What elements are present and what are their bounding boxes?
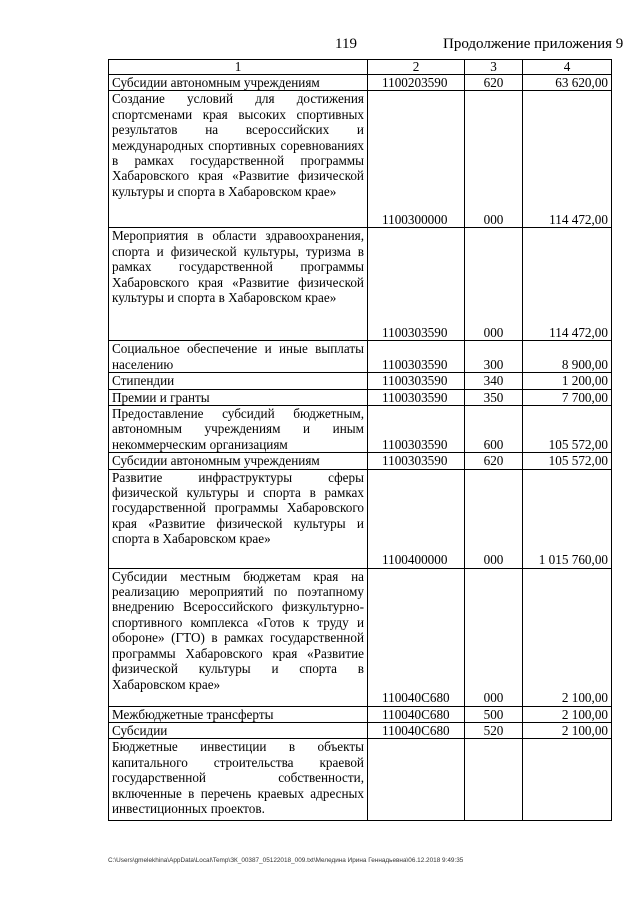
header-row	[109, 60, 612, 75]
row-amount: 63 620,00	[523, 75, 612, 91]
table-row	[109, 341, 612, 373]
row-expense-type: 600	[465, 406, 523, 453]
row-name: Стипендии	[109, 373, 368, 389]
page-number: 119	[335, 36, 357, 52]
row-expense-type	[465, 739, 523, 821]
row-expense-type: 000	[465, 568, 523, 706]
row-expense-type: 000	[465, 469, 523, 568]
row-expense-type: 350	[465, 389, 523, 405]
row-amount: 105 572,00	[523, 406, 612, 453]
column-header: 4	[523, 60, 612, 75]
row-amount: 7 700,00	[523, 389, 612, 405]
table-row	[109, 91, 612, 228]
table-row	[109, 75, 612, 91]
row-expense-type: 300	[465, 341, 523, 373]
column-header: 3	[465, 60, 523, 75]
table-row	[109, 568, 612, 706]
row-name: Предоставление субсидий бюджетным, автономным учреждениям и иным некоммерческим организациям	[109, 406, 368, 453]
row-name: Бюджетные инвестиции в объекты капитального строительства краевой государственной собственности, включенные в перечень краевых адресных инвестиционных проектов.	[109, 739, 368, 821]
budget-table	[108, 59, 612, 821]
table-row	[109, 739, 612, 821]
row-name: Создание условий для достижения спортсменами края высоких спортивных результатов на всероссийских и международных спортивных соревнованиях в рамках государственной программы Хабаровского края «Развитие физической культуры и спорта в Хабаровском крае»	[109, 91, 368, 228]
row-code: 1100203590	[368, 75, 465, 91]
row-expense-type: 620	[465, 453, 523, 469]
row-amount: 1 200,00	[523, 373, 612, 389]
row-amount: 2 100,00	[523, 706, 612, 722]
row-name: Межбюджетные трансферты	[109, 706, 368, 722]
row-expense-type: 000	[465, 228, 523, 341]
row-name: Субсидии автономным учреждениям	[109, 75, 368, 91]
row-name: Субсидии	[109, 723, 368, 739]
row-code: 110040С680	[368, 568, 465, 706]
row-code: 1100400000	[368, 469, 465, 568]
row-amount: 1 015 760,00	[523, 469, 612, 568]
row-amount: 114 472,00	[523, 91, 612, 228]
row-amount: 114 472,00	[523, 228, 612, 341]
table-row	[109, 706, 612, 722]
table-row	[109, 373, 612, 389]
row-code: 1100303590	[368, 453, 465, 469]
row-name: Премии и гранты	[109, 389, 368, 405]
table-row	[109, 469, 612, 568]
row-amount: 2 100,00	[523, 723, 612, 739]
table-row	[109, 389, 612, 405]
row-name: Развитие инфраструктуры сферы физической культуры и спорта в рамках государственной программы Хабаровского края «Развитие физической культуры и спорта в Хабаровском крае»	[109, 469, 368, 568]
table-row	[109, 723, 612, 739]
table-row	[109, 453, 612, 469]
row-amount: 105 572,00	[523, 453, 612, 469]
row-expense-type: 340	[465, 373, 523, 389]
column-header: 1	[109, 60, 368, 75]
row-name: Субсидии автономным учреждениям	[109, 453, 368, 469]
row-expense-type: 500	[465, 706, 523, 722]
continuation-title: Продолжение приложения 9	[443, 36, 624, 52]
row-code: 1100303590	[368, 406, 465, 453]
table-row	[109, 228, 612, 341]
row-code: 1100300000	[368, 91, 465, 228]
column-header: 2	[368, 60, 465, 75]
row-code	[368, 739, 465, 821]
row-name: Социальное обеспечение и иные выплаты населению	[109, 341, 368, 373]
row-expense-type: 520	[465, 723, 523, 739]
row-code: 1100303590	[368, 228, 465, 341]
row-name: Субсидии местным бюджетам края на реализацию мероприятий по поэтапному внедрению Всероссийского физкультурно-спортивного комплекса «Готов к труду и обороне» (ГТО) в рамках государственной программы Хабаровского края «Развитие физической культуры и спорта в Хабаровском крае»	[109, 568, 368, 706]
row-expense-type: 000	[465, 91, 523, 228]
row-code: 110040С680	[368, 706, 465, 722]
row-expense-type: 620	[465, 75, 523, 91]
row-code: 1100303590	[368, 389, 465, 405]
table-row	[109, 406, 612, 453]
row-code: 1100303590	[368, 341, 465, 373]
row-amount: 8 900,00	[523, 341, 612, 373]
row-amount: 2 100,00	[523, 568, 612, 706]
file-path-footer: C:\Users\gmelekhina\AppData\Local\Temp\ЗК_00387_05122018_009.txt\Меледина Ирина Геннадьевна\06.12.2018 9:49:35	[108, 857, 464, 864]
row-code: 1100303590	[368, 373, 465, 389]
row-name: Мероприятия в области здравоохранения, спорта и физической культуры, туризма в рамках государственной программы Хабаровского края «Развитие физической культуры и спорта в Хабаровском крае»	[109, 228, 368, 341]
row-code: 110040С680	[368, 723, 465, 739]
row-amount	[523, 739, 612, 821]
